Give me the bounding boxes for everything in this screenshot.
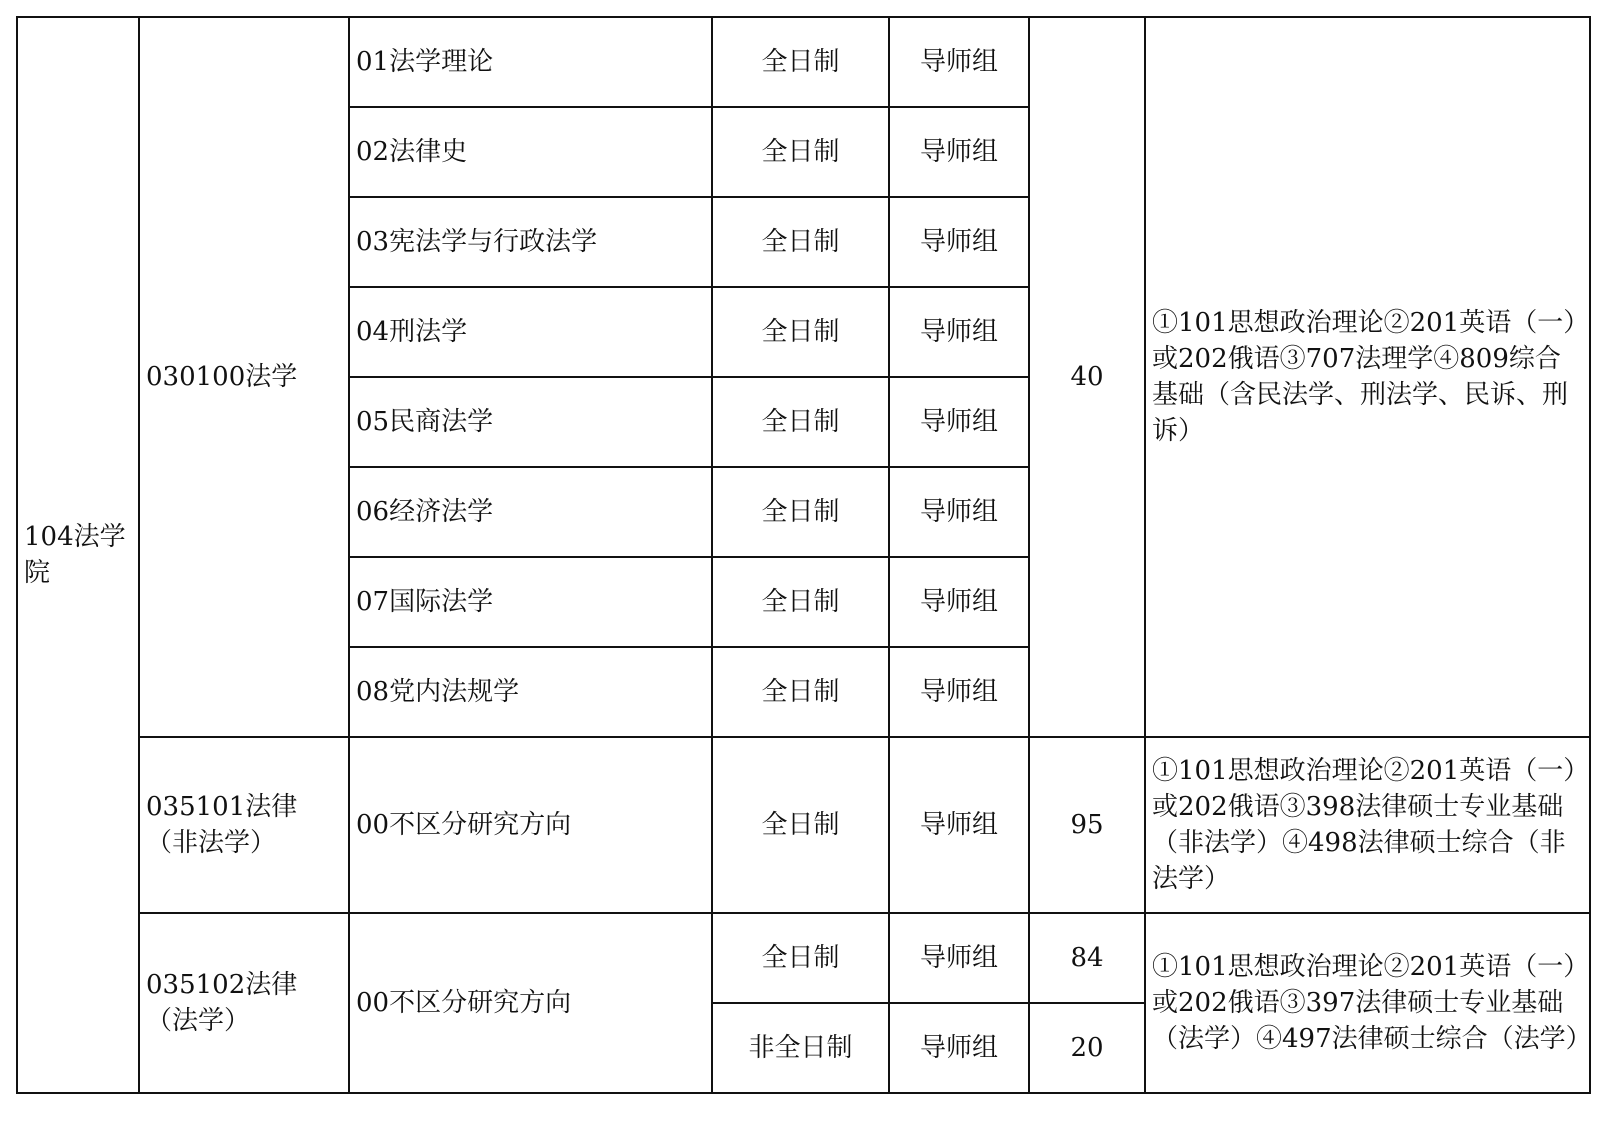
study-mode-cell: 非全日制 bbox=[712, 1003, 889, 1093]
direction-cell: 00不区分研究方向 bbox=[349, 913, 712, 1093]
supervisor-cell: 导师组 bbox=[889, 467, 1029, 557]
study-mode-cell: 全日制 bbox=[712, 287, 889, 377]
supervisor-cell: 导师组 bbox=[889, 377, 1029, 467]
supervisor-cell: 导师组 bbox=[889, 557, 1029, 647]
quota-cell: 20 bbox=[1029, 1003, 1145, 1093]
exam-subjects-cell: ①101思想政治理论②201英语（一）或202俄语③398法律硕士专业基础（非法学）④498法律硕士综合（非法学） bbox=[1145, 737, 1590, 913]
direction-cell: 03宪法学与行政法学 bbox=[349, 197, 712, 287]
study-mode-cell: 全日制 bbox=[712, 107, 889, 197]
direction-cell: 00不区分研究方向 bbox=[349, 737, 712, 913]
supervisor-cell: 导师组 bbox=[889, 197, 1029, 287]
supervisor-cell: 导师组 bbox=[889, 737, 1029, 913]
direction-cell: 02法律史 bbox=[349, 107, 712, 197]
table-row bbox=[17, 17, 1590, 107]
supervisor-cell: 导师组 bbox=[889, 17, 1029, 107]
direction-cell: 06经济法学 bbox=[349, 467, 712, 557]
direction-cell: 05民商法学 bbox=[349, 377, 712, 467]
study-mode-cell: 全日制 bbox=[712, 737, 889, 913]
study-mode-cell: 全日制 bbox=[712, 647, 889, 737]
supervisor-cell: 导师组 bbox=[889, 287, 1029, 377]
table-row bbox=[17, 913, 1590, 1003]
direction-cell: 07国际法学 bbox=[349, 557, 712, 647]
quota-cell: 84 bbox=[1029, 913, 1145, 1003]
study-mode-cell: 全日制 bbox=[712, 557, 889, 647]
supervisor-cell: 导师组 bbox=[889, 913, 1029, 1003]
study-mode-cell: 全日制 bbox=[712, 197, 889, 287]
college-cell: 104法学院 bbox=[17, 17, 139, 1093]
quota-cell: 40 bbox=[1029, 17, 1145, 737]
study-mode-cell: 全日制 bbox=[712, 17, 889, 107]
direction-cell: 04刑法学 bbox=[349, 287, 712, 377]
supervisor-cell: 导师组 bbox=[889, 647, 1029, 737]
study-mode-cell: 全日制 bbox=[712, 377, 889, 467]
major-cell: 035101法律（非法学） bbox=[139, 737, 349, 913]
study-mode-cell: 全日制 bbox=[712, 913, 889, 1003]
admissions-table bbox=[16, 16, 1591, 1094]
direction-cell: 01法学理论 bbox=[349, 17, 712, 107]
major-cell: 030100法学 bbox=[139, 17, 349, 737]
supervisor-cell: 导师组 bbox=[889, 107, 1029, 197]
exam-subjects-cell: ①101思想政治理论②201英语（一）或202俄语③397法律硕士专业基础（法学）④497法律硕士综合（法学） bbox=[1145, 913, 1590, 1093]
major-cell: 035102法律（法学） bbox=[139, 913, 349, 1093]
table-row bbox=[17, 737, 1590, 913]
direction-cell: 08党内法规学 bbox=[349, 647, 712, 737]
exam-subjects-cell: ①101思想政治理论②201英语（一）或202俄语③707法理学④809综合基础（含民法学、刑法学、民诉、刑诉） bbox=[1145, 17, 1590, 737]
supervisor-cell: 导师组 bbox=[889, 1003, 1029, 1093]
quota-cell: 95 bbox=[1029, 737, 1145, 913]
study-mode-cell: 全日制 bbox=[712, 467, 889, 557]
